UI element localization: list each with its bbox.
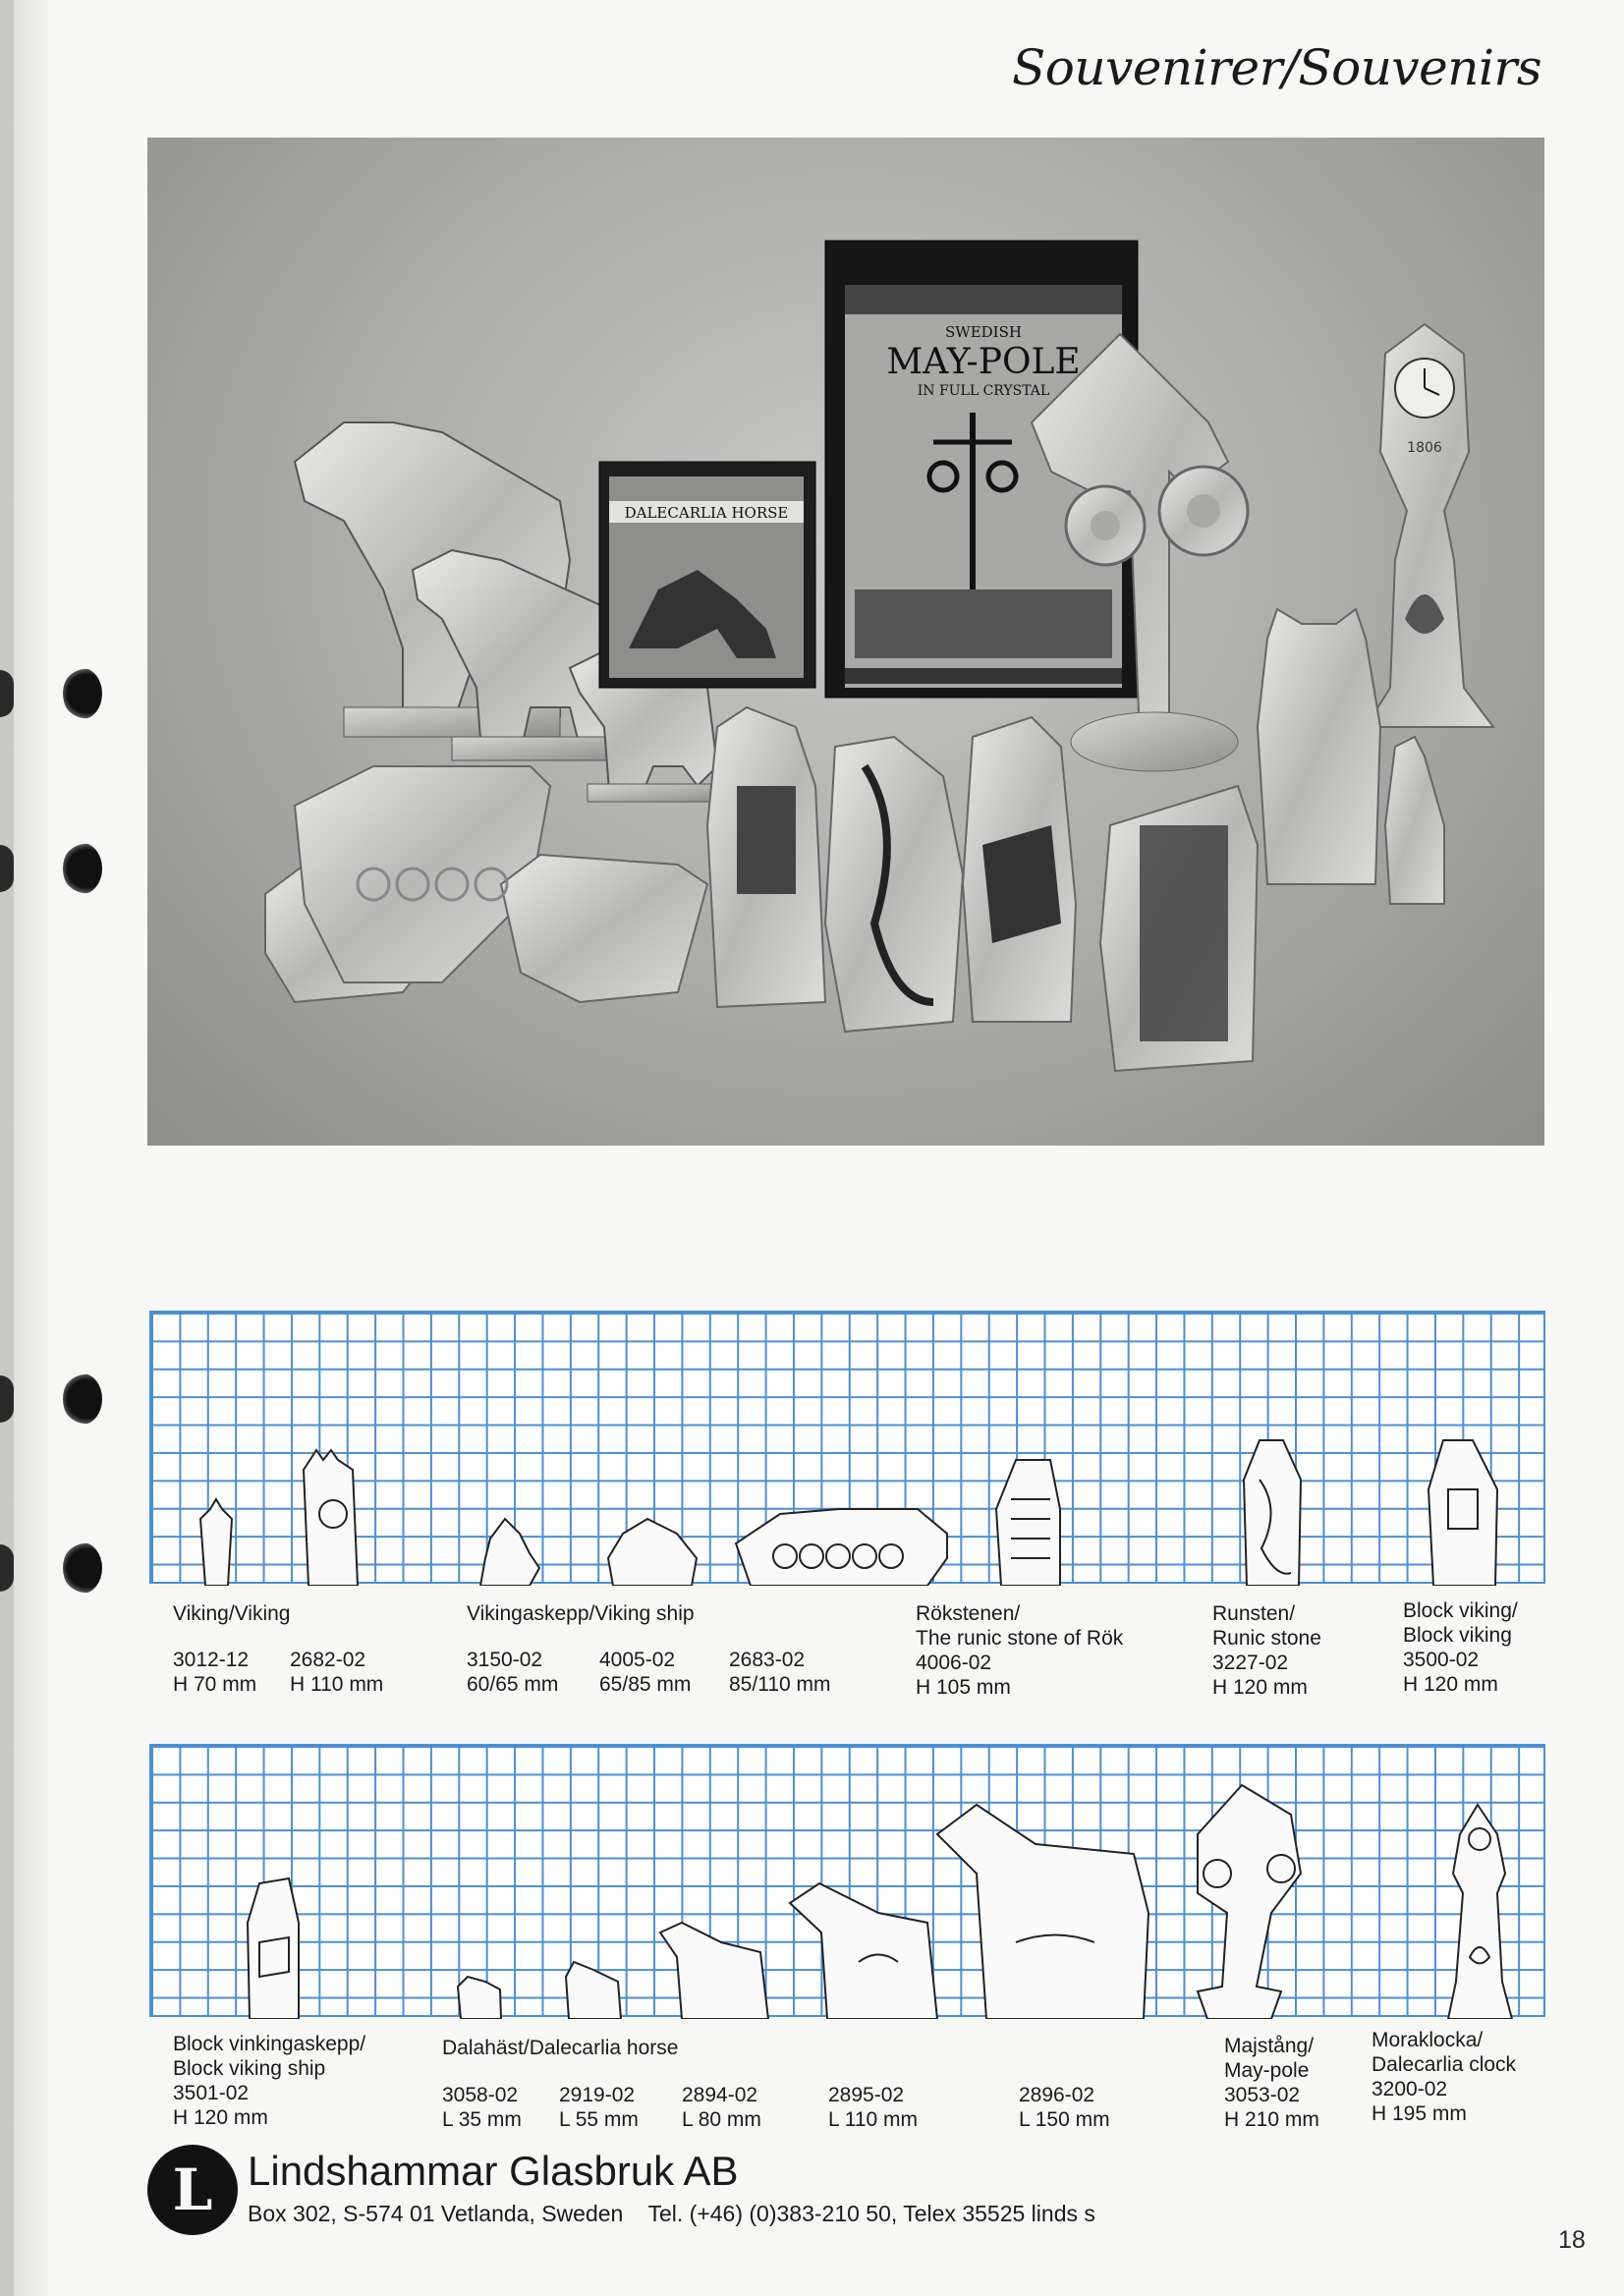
photo-dalecarlia-box-title: DALECARLIA HORSE	[624, 504, 789, 522]
photo-dalecarlia-box	[599, 462, 815, 688]
caption-ship	[467, 1601, 695, 1626]
ship-small-outline	[480, 1519, 539, 1586]
caption-clock-title-1: Moraklocka/	[1372, 2029, 1484, 2051]
caption-rok-title-2: The runic stone of Rök	[916, 1627, 1124, 1650]
product-code: 2895-02	[828, 2084, 905, 2106]
caption-rok	[916, 1601, 1123, 1700]
caption-horse-item-4	[828, 2083, 918, 2132]
horse-35-outline	[458, 1977, 501, 2019]
product-code: 2682-02	[290, 1649, 366, 1671]
caption-blockship-title-1: Block vinkingaskepp/	[173, 2033, 366, 2055]
caption-runic-title-1: Runsten/	[1212, 1602, 1296, 1625]
caption-viking-item-2	[290, 1648, 383, 1697]
photo-maypole-box-line2: MAY-POLE	[886, 342, 1081, 382]
caption-ship-title: Vikingaskepp/Viking ship	[467, 1602, 695, 1625]
caption-blockship	[173, 2032, 365, 2130]
caption-blockship-title-2: Block viking ship	[173, 2057, 326, 2080]
caption-maypole	[1224, 2034, 1319, 2132]
punch-hole	[63, 1373, 102, 1425]
punch-hole-edge	[0, 1544, 14, 1592]
caption-block	[1403, 1598, 1518, 1697]
caption-horse-item-5	[1019, 2083, 1110, 2132]
block-ship-outline	[248, 1878, 299, 2019]
product-code: 2919-02	[559, 2084, 636, 2106]
punch-hole	[63, 1542, 102, 1594]
product-code: 3012-12	[173, 1649, 250, 1671]
product-size: H 120 mm	[1403, 1673, 1498, 1696]
product-code: 2894-02	[682, 2084, 758, 2106]
product-size: H 195 mm	[1372, 2102, 1467, 2125]
product-code: 3150-02	[467, 1649, 543, 1671]
product-code: 3500-02	[1403, 1649, 1480, 1671]
caption-clock	[1372, 2028, 1516, 2126]
product-size: L 110 mm	[828, 2108, 919, 2131]
product-code: 3053-02	[1224, 2084, 1301, 2106]
caption-block-title-2: Block viking	[1403, 1624, 1512, 1647]
caption-horse	[442, 2036, 678, 2060]
caption-block-title-1: Block viking/	[1403, 1599, 1518, 1622]
product-size: L 35 mm	[442, 2108, 522, 2131]
photo-rok-stone	[1100, 786, 1258, 1071]
product-size: H 105 mm	[916, 1676, 1011, 1699]
product-size: H 120 mm	[1212, 1676, 1308, 1699]
photo-block-ship	[963, 717, 1076, 1022]
page-title: Souvenirer/Souvenirs	[1012, 39, 1541, 96]
product-code: 4005-02	[599, 1649, 676, 1671]
viking-small-outline	[200, 1499, 232, 1586]
caption-horse-item-1	[442, 2083, 522, 2132]
caption-viking-title: Viking/Viking	[173, 1602, 291, 1625]
product-size: 65/85 mm	[599, 1673, 692, 1696]
caption-runic	[1212, 1601, 1321, 1700]
photo-runic-stone	[825, 737, 963, 1032]
horse-110-outline	[790, 1883, 937, 2019]
photo-maypole-box-line1: SWEDISH	[945, 323, 1022, 341]
company-logo	[147, 2145, 238, 2235]
maypole-outline	[1198, 1785, 1301, 2019]
product-code: 3227-02	[1212, 1652, 1289, 1674]
company-address: Box 302, S-574 01 Vetlanda, Sweden Tel. (+46) (0)383-210 50, Telex 35525 linds s	[248, 2201, 1095, 2226]
product-size: L 150 mm	[1019, 2108, 1110, 2131]
caption-maypole-title-1: Majstång/	[1224, 2035, 1315, 2057]
caption-horse-item-3	[682, 2083, 761, 2132]
horse-55-outline	[566, 1962, 621, 2019]
horse-80-outline	[660, 1923, 768, 2019]
caption-maypole-title-2: May-pole	[1224, 2059, 1310, 2082]
photo-clock	[1366, 324, 1493, 727]
horse-150-outline	[937, 1805, 1148, 2019]
company-name: Lindshammar Glasbruk AB	[248, 2148, 739, 2194]
caption-ship-item-3	[729, 1648, 831, 1697]
product-code: 3200-02	[1372, 2078, 1448, 2100]
product-code: 2896-02	[1019, 2084, 1095, 2106]
product-size: 60/65 mm	[467, 1673, 559, 1696]
product-code: 3501-02	[173, 2082, 250, 2104]
product-grid-row2	[149, 1744, 1545, 2017]
product-size: H 110 mm	[290, 1673, 384, 1696]
ship-large-outline	[736, 1509, 947, 1586]
product-size: H 120 mm	[173, 2106, 268, 2129]
caption-viking	[173, 1601, 290, 1626]
product-size: 85/110 mm	[729, 1673, 831, 1696]
punch-hole-edge	[0, 1375, 14, 1423]
caption-ship-item-2	[599, 1648, 691, 1697]
ship-medium-outline	[608, 1519, 697, 1586]
product-grid-row1	[149, 1311, 1545, 1584]
product-code: 4006-02	[916, 1652, 992, 1674]
product-size: H 210 mm	[1224, 2108, 1319, 2131]
product-photo	[147, 138, 1544, 1146]
punch-hole	[63, 843, 102, 894]
viking-large-outline	[304, 1450, 358, 1586]
punch-hole-edge	[0, 845, 14, 892]
caption-horse-item-2	[559, 2083, 639, 2132]
product-size: L 80 mm	[682, 2108, 761, 2131]
photo-block-viking	[707, 707, 825, 1007]
caption-horse-title: Dalahäst/Dalecarlia horse	[442, 2037, 679, 2059]
product-code: 3058-02	[442, 2084, 519, 2106]
caption-rok-title-1: Rökstenen/	[916, 1602, 1021, 1625]
caption-clock-title-2: Dalecarlia clock	[1372, 2053, 1517, 2076]
product-size: L 55 mm	[559, 2108, 639, 2131]
binder-edge	[0, 0, 14, 2296]
product-size: H 70 mm	[173, 1673, 257, 1696]
punch-hole-edge	[0, 670, 14, 717]
page-number: 18	[1558, 2226, 1586, 2254]
photo-maypole-box-line3: IN FULL CRYSTAL	[917, 383, 1050, 399]
photo-clock-year: 1806	[1407, 440, 1442, 456]
caption-ship-item-1	[467, 1648, 558, 1697]
logo-letter: L	[172, 2156, 213, 2223]
punch-hole	[63, 668, 102, 719]
rok-stone-outline	[996, 1460, 1060, 1586]
caption-runic-title-2: Runic stone	[1212, 1627, 1321, 1650]
clock-outline	[1448, 1805, 1512, 2019]
block-viking-outline	[1428, 1440, 1497, 1586]
product-code: 2683-02	[729, 1649, 806, 1671]
caption-viking-item-1	[173, 1648, 256, 1697]
